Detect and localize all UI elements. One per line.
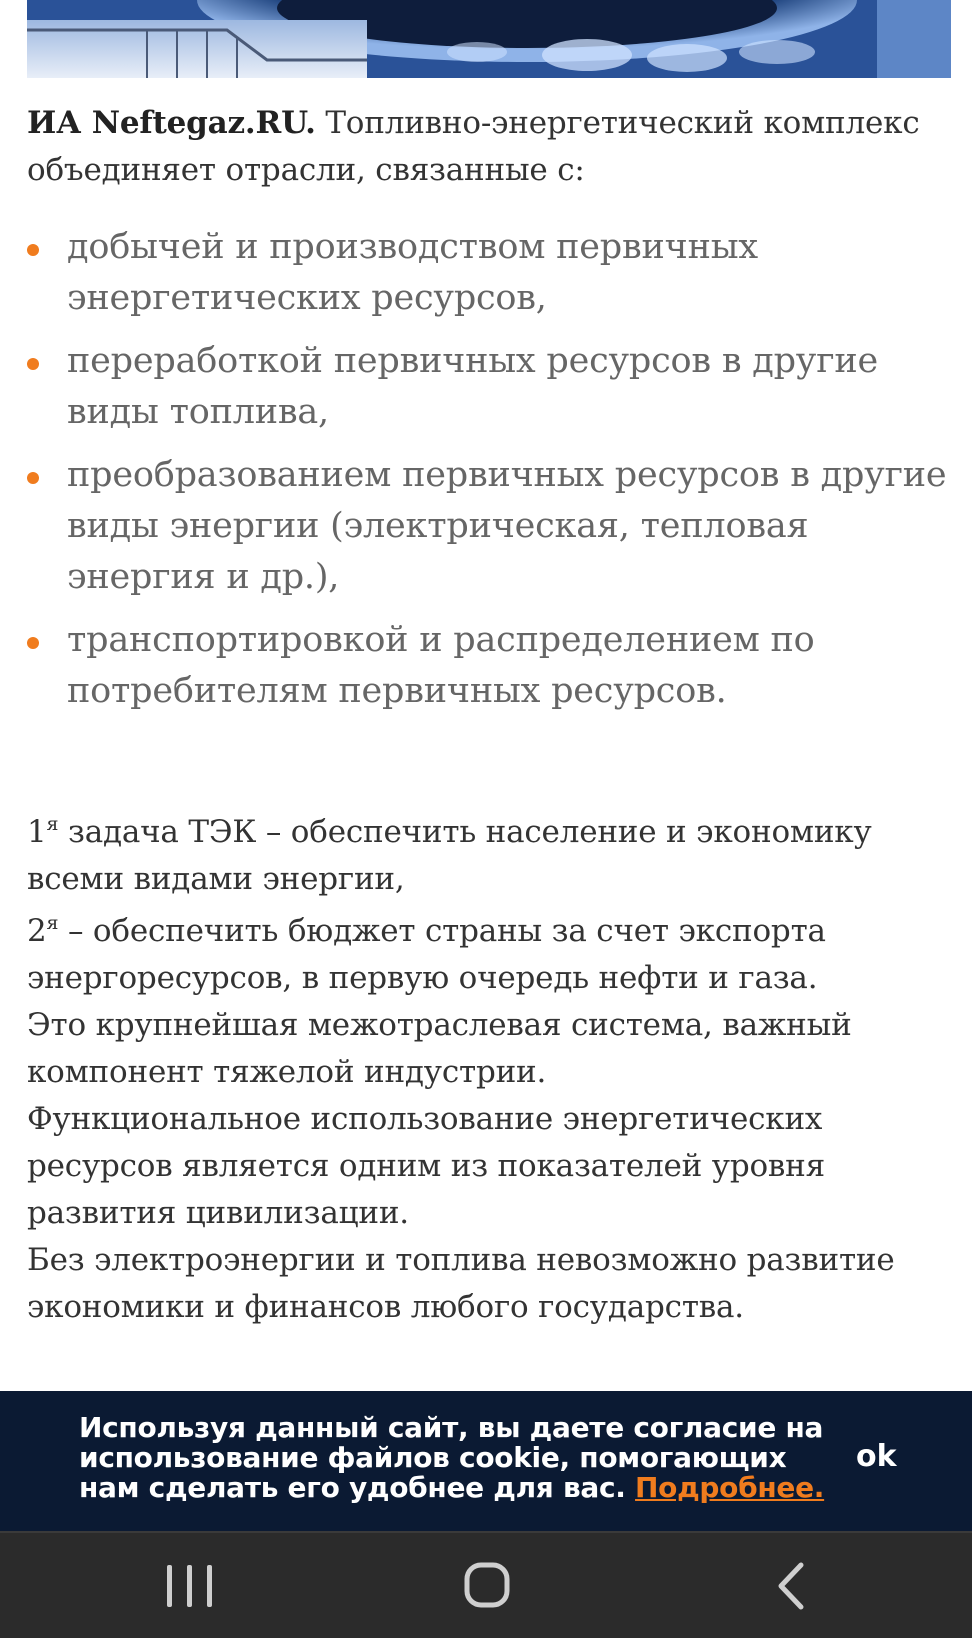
list-item-text: добычей и производством первичных энергетических ресурсов, [67,227,758,318]
task-2-text: – обеспечить бюджет страны за счет экспорта энергоресурсов, в первую очередь нефти и газа. [27,913,826,996]
bullet-dot-icon [27,472,39,484]
task-2-number: 2 [27,913,47,949]
cookie-message-text: Используя данный сайт, вы даете согласие на использование файлов cookie, помогающих нам сделать его удобнее для вас. [79,1411,824,1504]
task-1-paragraph [27,809,957,903]
back-icon [757,1555,827,1617]
list-item-text: переработкой первичных ресурсов в другие виды топлива, [67,341,878,432]
paragraph-usage: Функциональное использование энергетических ресурсов является одним из показателей уровня развития цивилизации. [27,1101,825,1231]
body-paragraphs [27,809,957,1331]
task-2-ordinal: я [46,912,59,934]
cookie-more-link[interactable]: Подробнее. [635,1471,825,1504]
cookie-banner [0,1391,972,1531]
lead-text: Топливно-энергетический комплекс объединяет отрасли, связанные с: [27,105,920,188]
list-item [27,450,957,603]
task-1-ordinal: я [46,813,59,835]
back-button[interactable] [757,1555,827,1617]
source-label: ИА Neftegaz.RU. [27,105,316,141]
task-1-text: задача ТЭК – обеспечить население и экономику всеми видами энергии, [27,814,872,897]
bullet-dot-icon [27,244,39,256]
lead-paragraph [27,100,957,194]
list-item [27,336,957,438]
paragraph-economy: Без электроэнергии и топлива невозможно развитие экономики и финансов любого государства. [27,1242,895,1325]
hero-image [27,0,951,78]
list-item-text: преобразованием первичных ресурсов в другие виды энергии (электрическая, тепловая энергия и др.), [67,455,947,597]
recents-icon [155,1555,225,1617]
home-icon [453,1555,523,1617]
list-item-text: транспортировкой и распределением по потребителям первичных ресурсов. [67,620,815,711]
cookie-message [79,1413,839,1503]
cookie-ok-button[interactable]: ok [856,1439,897,1474]
recents-button[interactable] [155,1555,225,1617]
industries-list [27,222,957,717]
list-item [27,615,957,717]
bullet-dot-icon [27,358,39,370]
bullet-dot-icon [27,637,39,649]
list-item [27,222,957,324]
system-nav-bar [0,1531,972,1638]
task-1-number: 1 [27,814,47,850]
task-2-paragraph [27,908,957,1002]
home-button[interactable] [453,1555,523,1617]
paragraph-system: Это крупнейшая межотраслевая система, важный компонент тяжелой индустрии. [27,1007,852,1090]
article-body [27,100,957,1331]
